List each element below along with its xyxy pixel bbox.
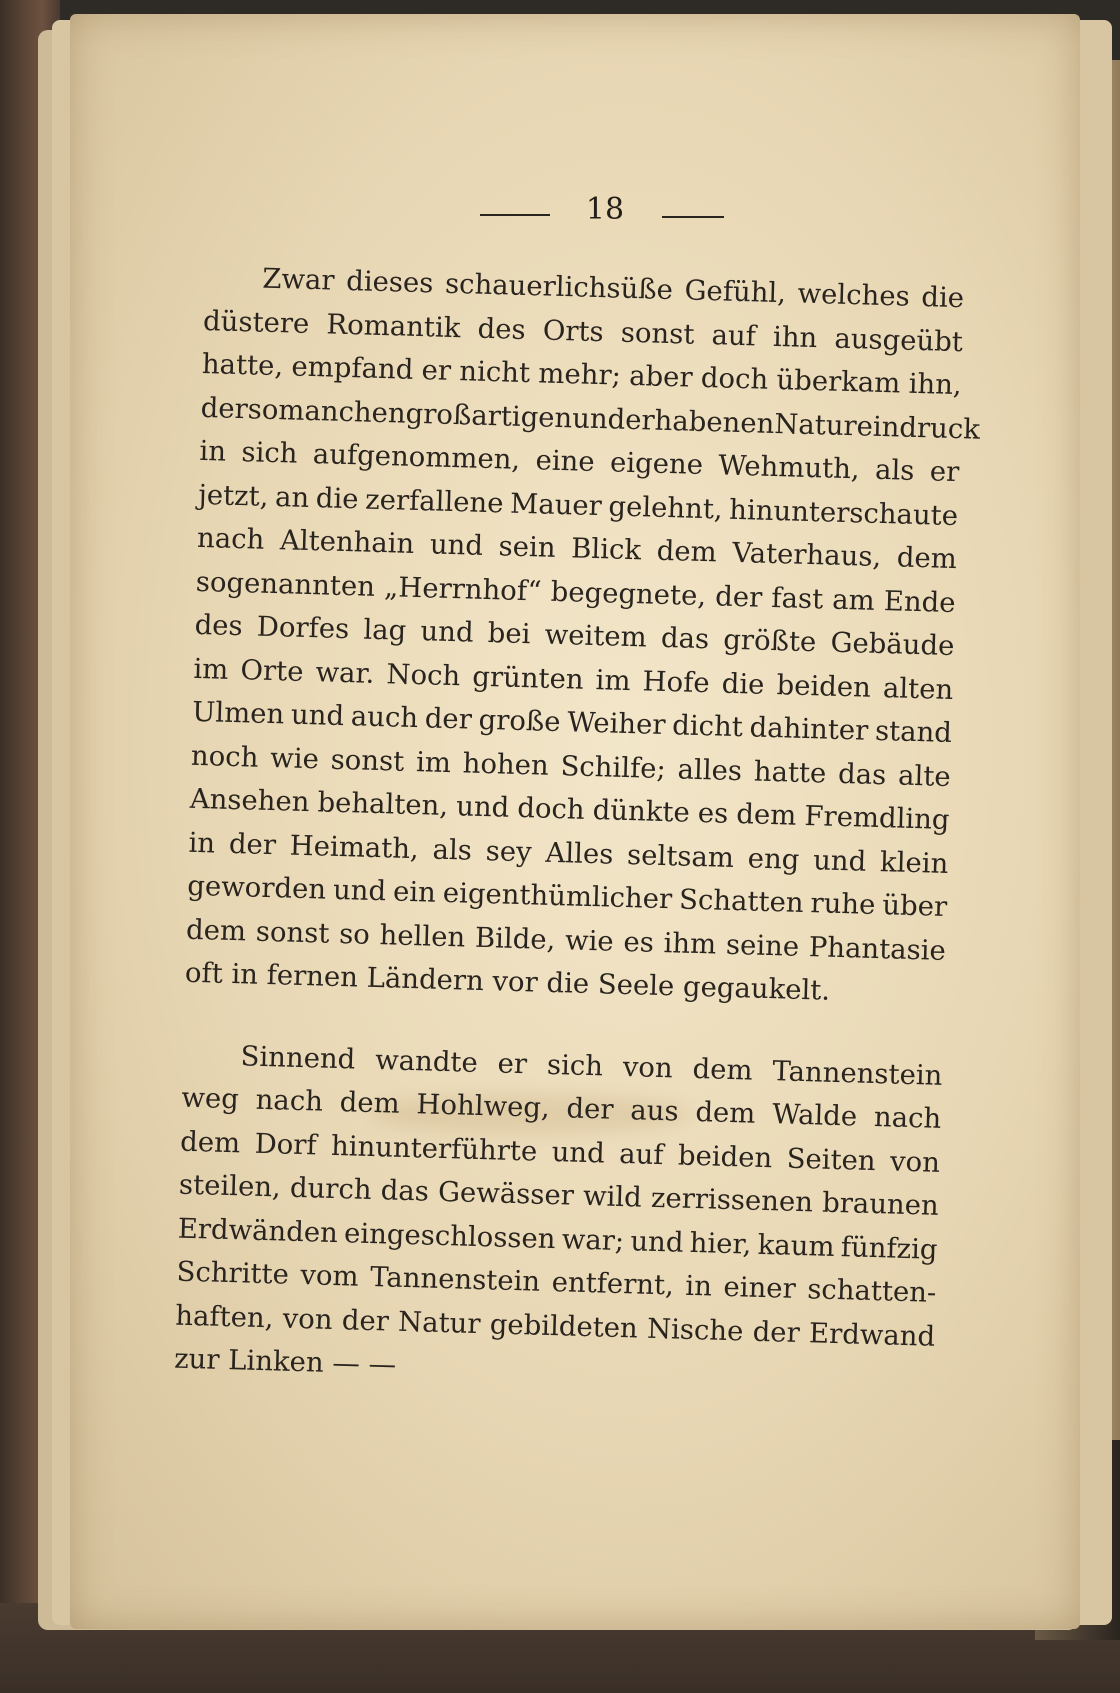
page-header: [470, 192, 730, 232]
text-line: Schritte vom Tannenstein entfernt, in einer schatten-: [176, 1255, 937, 1309]
text-line: nach Altenhain und sein Blick dem Vaterhaus, dem: [196, 521, 958, 576]
text-line: jetzt, an die zerfallene Mauer gelehnt, hinunterschaute: [197, 478, 959, 532]
text-line: dem sonst so hellen Bilde, wie es ihm seine Phantasie: [185, 913, 947, 967]
text-line: im Orte war. Noch grünten im Hofe die beiden alten: [193, 652, 954, 706]
text-line: düstere Romantik des Orts sonst auf ihn ausgeübt: [202, 304, 964, 358]
header-rule-right: [662, 216, 724, 218]
text-line: zur Linken — —: [173, 1342, 397, 1381]
text-line: in der Heimath, als sey Alles seltsam eng und klein: [188, 826, 949, 880]
text-line: noch wie sonst im hohen Schilfe; alles hatte das alte: [190, 739, 952, 793]
text-line: Erdwänden eingeschlossen war; und hier, kaum fünfzig: [177, 1212, 938, 1266]
paragraph-1: [184, 256, 981, 1016]
page-number: 18: [585, 192, 625, 227]
text-line: steilen, durch das Gewässer wild zerrissenen braunen: [178, 1168, 940, 1222]
text-line: Sinnend wandte er sich von dem Tannenstein: [240, 1039, 943, 1092]
text-line: Zwar dieses schauerlichsüße Gefühl, welches die: [261, 262, 965, 315]
text-line: haften, von der Natur gebildeten Nische der Erdwand: [174, 1299, 936, 1353]
paragraph-2: [174, 1033, 943, 1402]
text-line: hatte, empfand er nicht mehr; aber doch überkam ihn,: [201, 347, 963, 402]
text-line: Ansehen behalten, und doch dünkte es dem Fremdling: [189, 782, 950, 837]
text-line: oft in fernen Ländern vor die Seele gegaukelt.: [184, 956, 831, 1007]
body-text: [173, 256, 981, 1402]
text-line: der so manchen großartigen und erhabenen Natureindruck: [200, 391, 981, 446]
text-line: dem Dorf hinunterführte und auf beiden Seiten von: [179, 1125, 941, 1179]
text-line: des Dorfes lag und bei weitem das größte Gebäude: [194, 608, 955, 663]
text-line: Ulmen und auch der große Weiher dicht dahinter stand: [191, 695, 953, 750]
header-rule-left: [480, 214, 550, 216]
text-line: in sich aufgenommen, eine eigene Wehmuth, als er: [199, 434, 960, 489]
text-line: geworden und ein eigenthümlicher Schatten ruhe über: [186, 869, 948, 923]
text-line: weg nach dem Hohlweg, der aus dem Walde nach: [181, 1081, 942, 1135]
text-line: sogenannten „Herrnhof“ begegnete, der fast am Ende: [195, 565, 957, 619]
